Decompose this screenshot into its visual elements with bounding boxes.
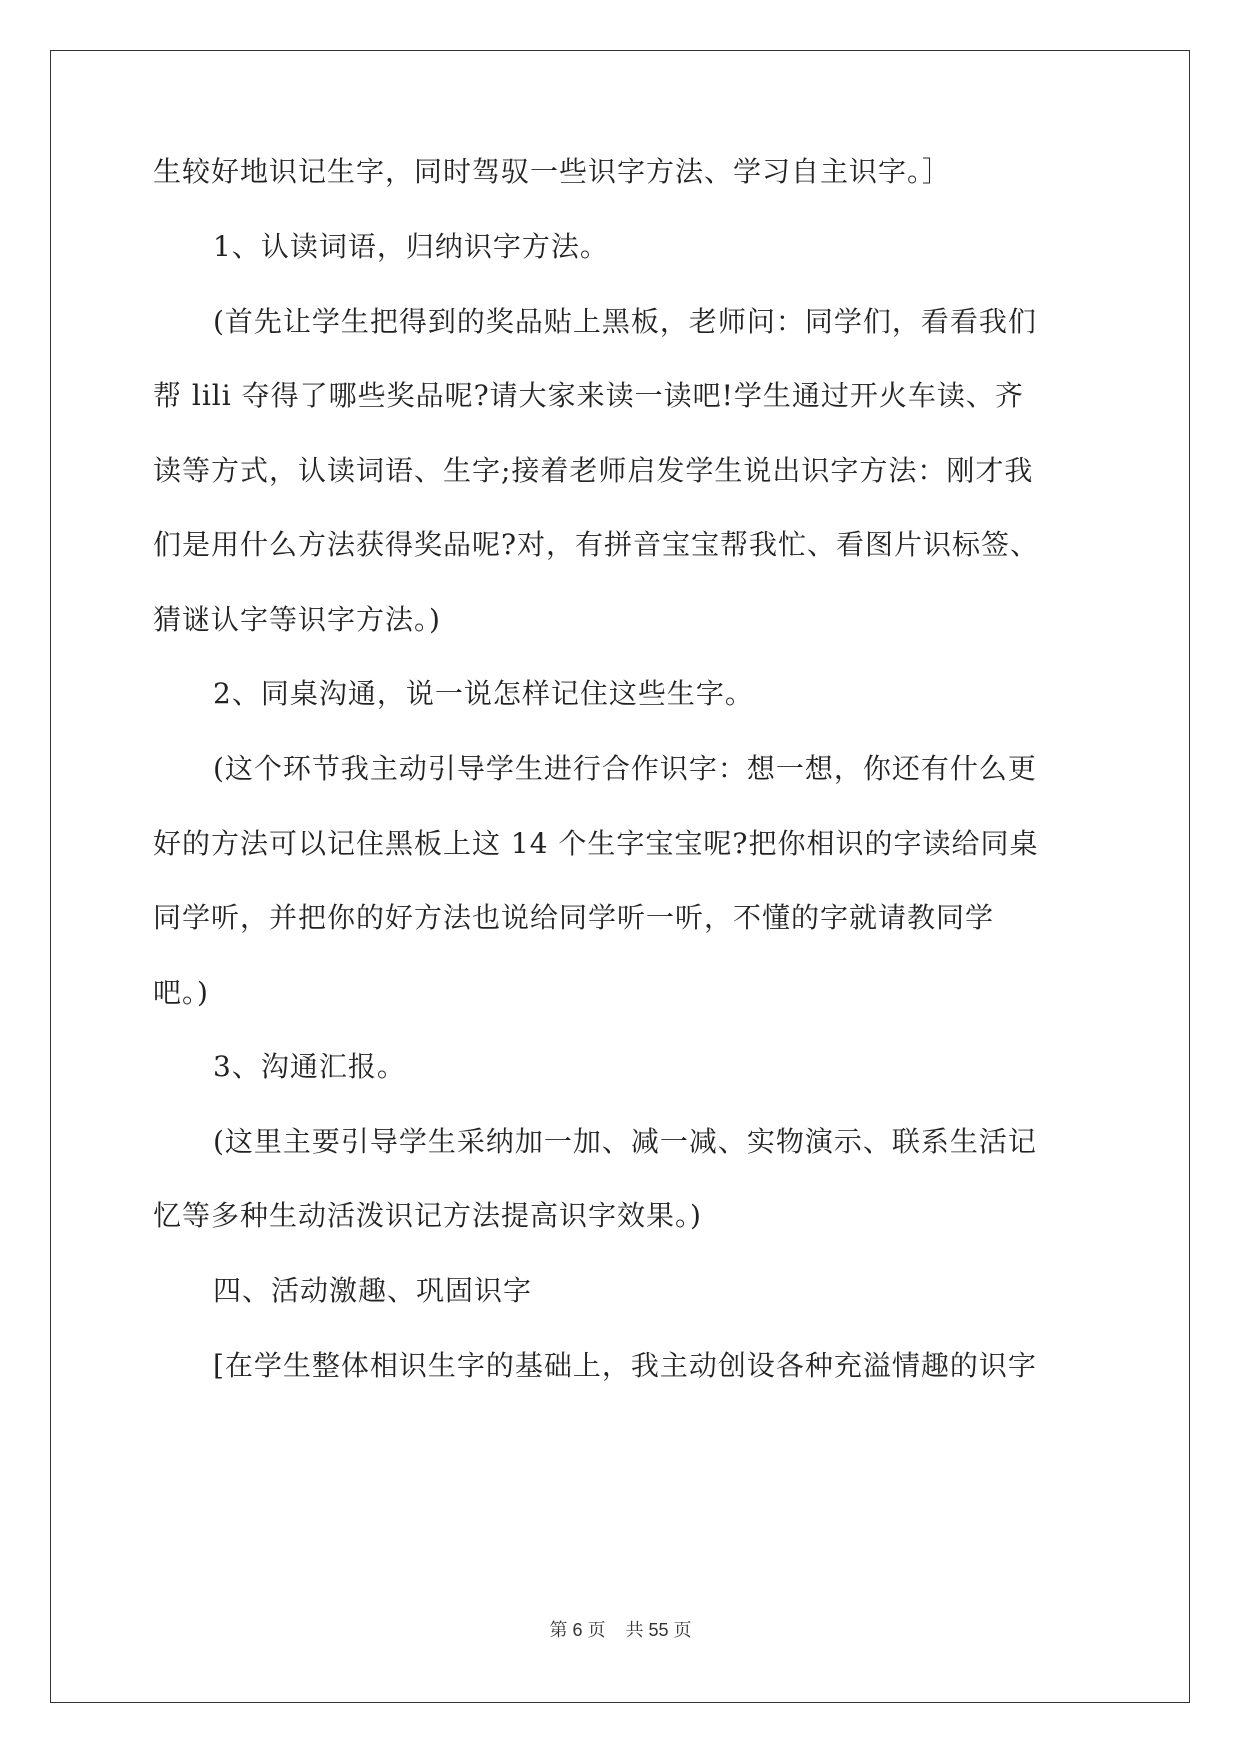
text-line: 们是用什么方法获得奖品呢?对，有拼音宝宝帮我忙、看图片识标签、 xyxy=(153,528,1040,561)
text-line: 猜谜认字等识字方法。) xyxy=(153,603,441,636)
text-line: 好的方法可以记住黑板上这 14 个生字宝宝呢?把你相识的字读给同桌 xyxy=(153,827,1039,860)
text-line: (首先让学生把得到的奖品贴上黑板，老师问：同学们，看看我们 xyxy=(213,305,1037,338)
text-line: 忆等多种生动活泼识记方法提高识字效果。) xyxy=(153,1199,702,1232)
list-item-heading: 3、沟通汇报。 xyxy=(213,1050,406,1083)
text-line: (这里主要引导学生采纳加一加、减一减、实物演示、联系生活记 xyxy=(213,1125,1037,1158)
text-line: [在学生整体相识生字的基础上，我主动创设各种充溢情趣的识字 xyxy=(213,1349,1037,1382)
page-number-footer: 第 6 页 共 55 页 xyxy=(549,1620,692,1640)
list-item-heading: 1、认读词语，归纳识字方法。 xyxy=(213,230,609,263)
list-item-heading: 2、同桌沟通，说一说怎样记住这些生字。 xyxy=(213,677,754,710)
text-line: 同学听，并把你的好方法也说给同学听一听，不懂的字就请教同学 xyxy=(153,901,995,934)
text-line: 生较好地识记生字，同时驾驭一些识字方法、学习自主识字。］ xyxy=(153,155,952,188)
text-line: 读等方式，认读词语、生字;接着老师启发学生说出识字方法：刚才我 xyxy=(153,454,1034,487)
page-border xyxy=(50,50,1190,1703)
section-heading: 四、活动激趣、巩固识字 xyxy=(213,1274,533,1307)
text-line: 吧。) xyxy=(153,976,209,1009)
text-line: 帮 lili 夺得了哪些奖品呢?请大家来读一读吧!学生通过开火车读、齐 xyxy=(153,379,1024,412)
text-line: (这个环节我主动引导学生进行合作识字：想一想，你还有什么更 xyxy=(213,752,1037,785)
